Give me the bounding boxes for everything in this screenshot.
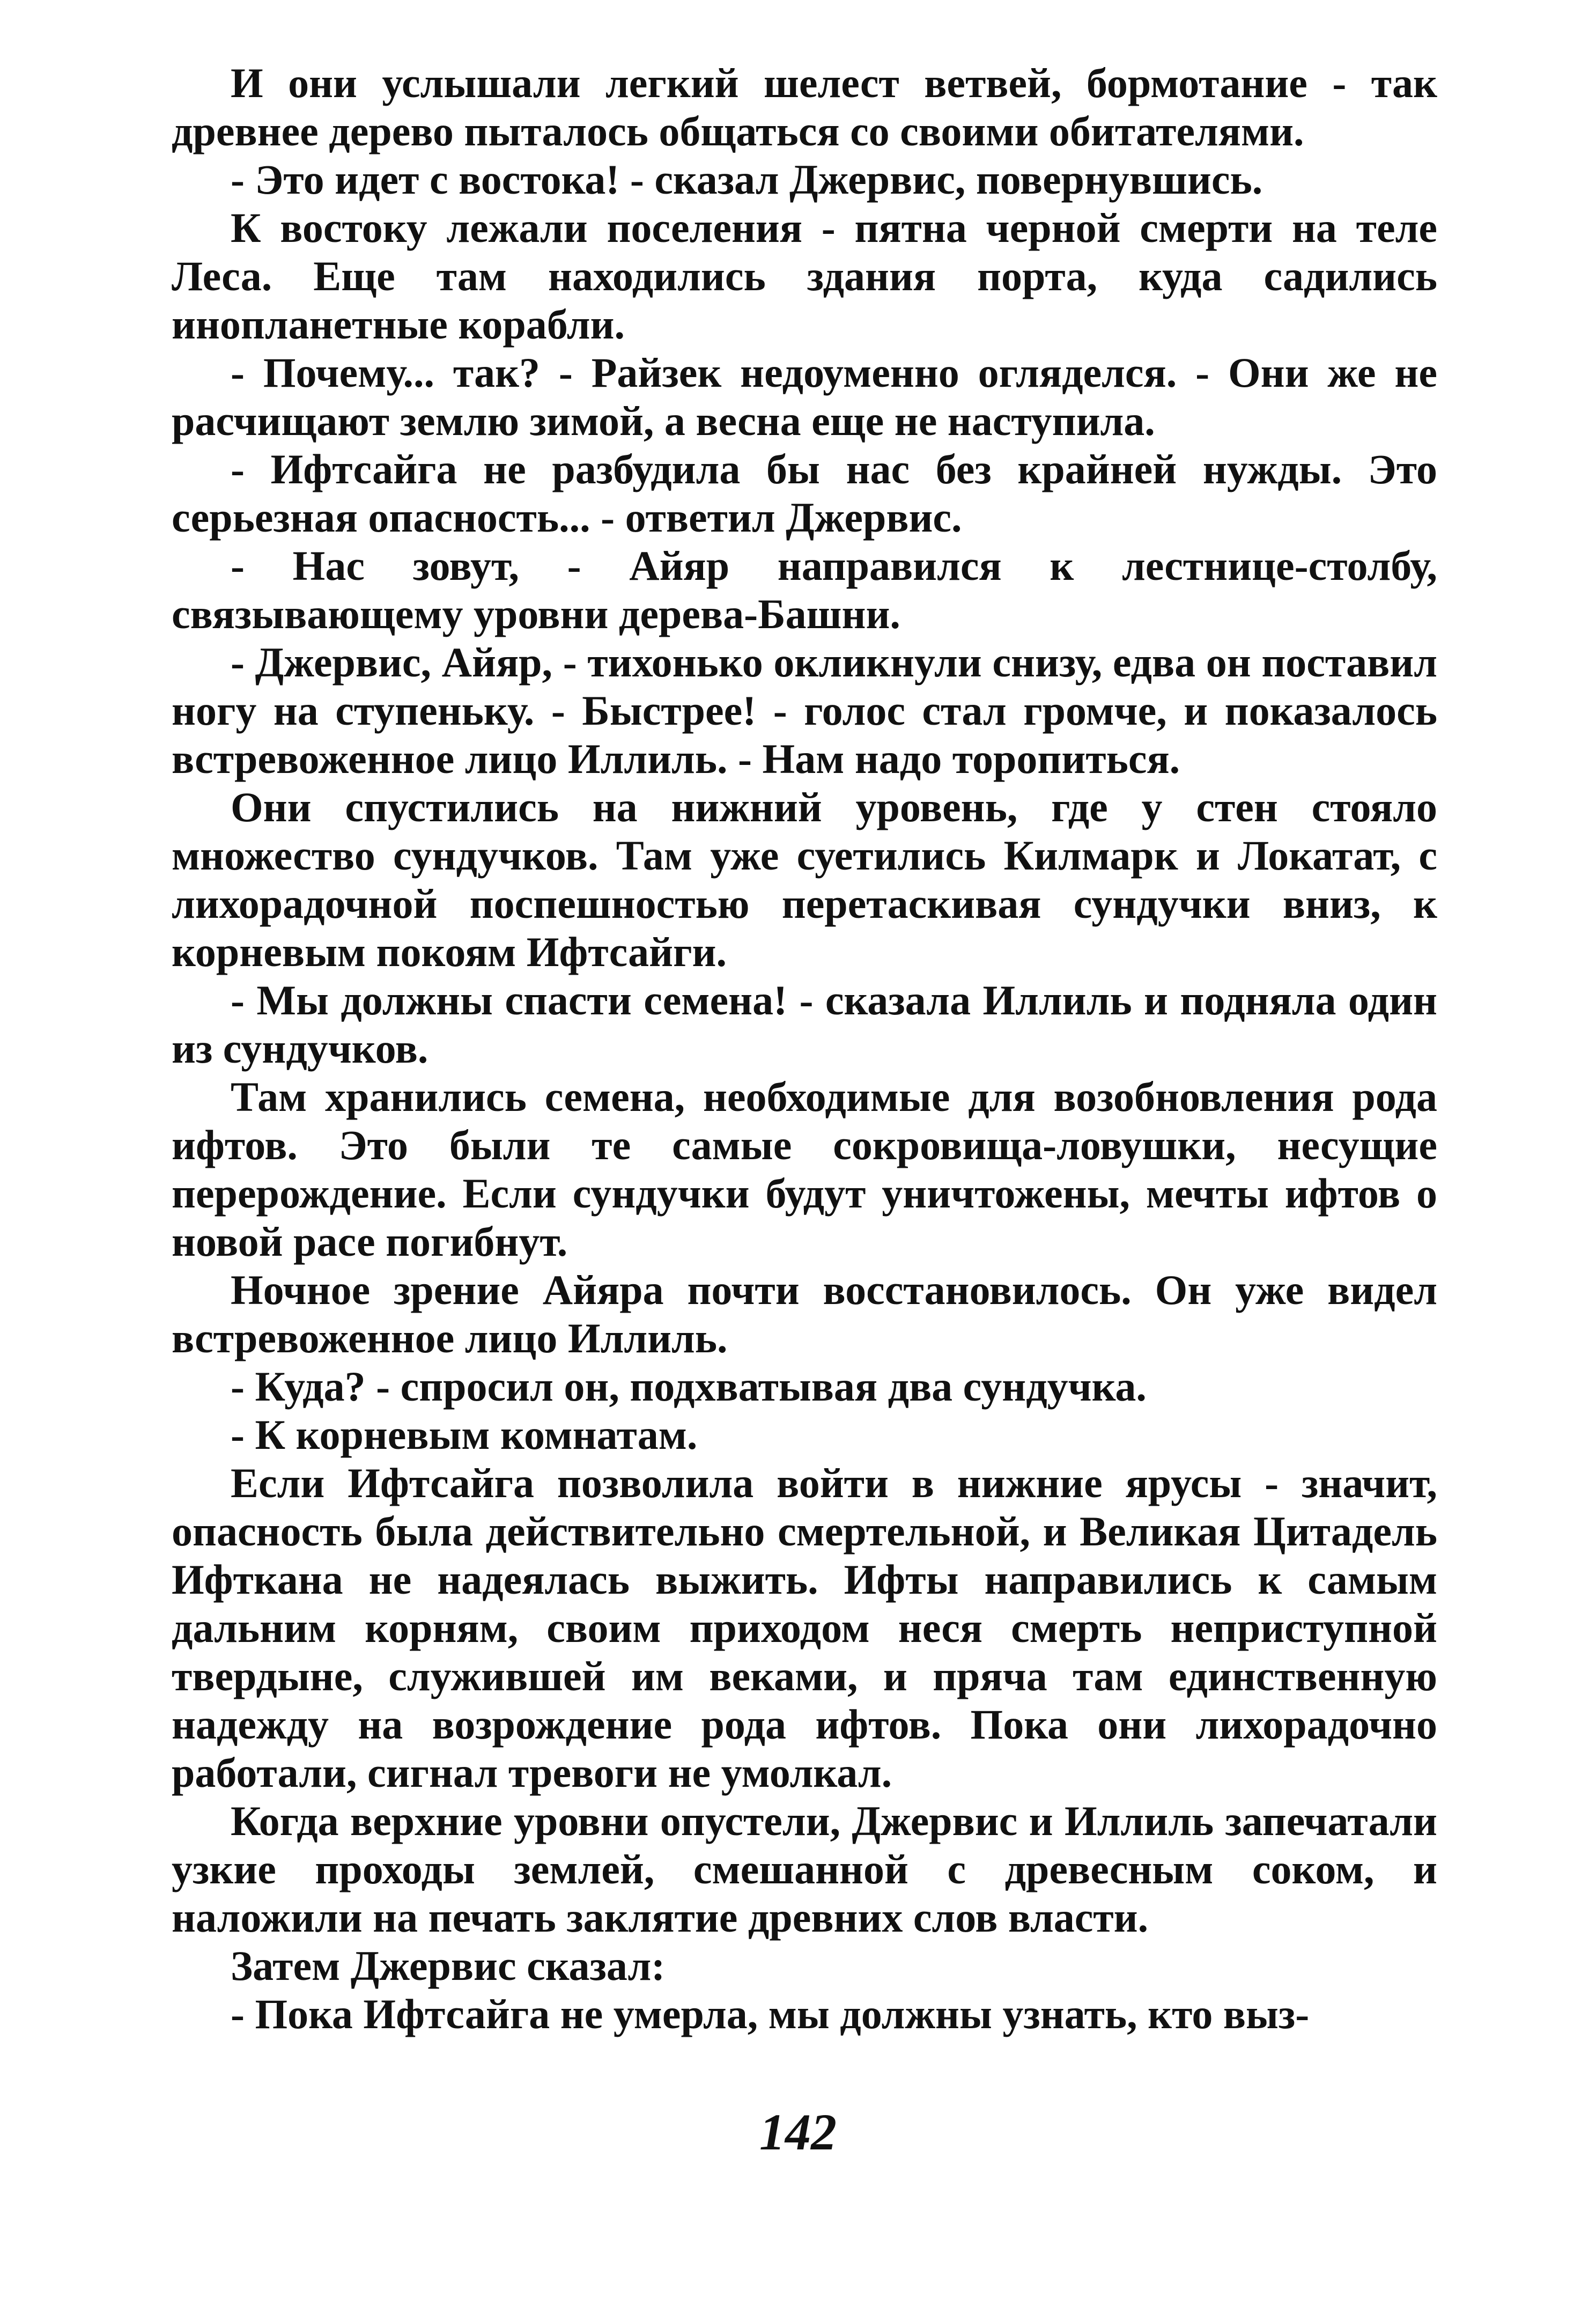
paragraph: Они спустились на нижний уровень, где у стен стояло множество сундучков. Там уже суетились Килмарк и Локатат, с лихорадочной поспешностью перетаскивая сундучки вниз, к корневым покоям Ифтсайги. xyxy=(172,784,1437,975)
page-body-text xyxy=(172,59,1437,2038)
paragraph: К востоку лежали поселения - пятна черной смерти на теле Леса. Еще там находились здания порта, куда садились инопланетные корабли. xyxy=(172,204,1437,348)
paragraph: Там хранились семена, необходимые для возобновления рода ифтов. Это были те самые сокровища-ловушки, несущие перерождение. Если сундучки будут уничтожены, мечты ифтов о новой расе погибнут. xyxy=(172,1073,1437,1265)
paragraph: Если Ифтсайга позволила войти в нижние ярусы - значит, опасность была действительно смертельной, и Великая Цитадель Ифткана не надеялась выжить. Ифты направились к самым дальним корням, своим приходом неся смерть неприступной твердыне, служившей им веками, и пряча там единственную надежду на возрождение рода ифтов. Пока они лихорадочно работали, сигнал тревоги не умолкал. xyxy=(172,1460,1437,1796)
paragraph: Ночное зрение Айяра почти восстановилось. Он уже видел встревоженное лицо Иллиль. xyxy=(172,1266,1437,1361)
paragraph: - Куда? - спросил он, подхватывая два сундучка. xyxy=(231,1363,1147,1410)
paragraph: - Это идет с востока! - сказал Джервис, повернувшись. xyxy=(231,156,1263,203)
paragraph: - Почему... так? - Райзек недоуменно огляделся. - Они же не расчищают землю зимой, а весна еще не наступила. xyxy=(172,349,1437,444)
paragraph: - Пока Ифтсайга не умерла, мы должны узнать, кто выз- xyxy=(231,1991,1310,2037)
paragraph: Когда верхние уровни опустели, Джервис и Иллиль запечатали узкие проходы землей, смешанной с древесным соком, и наложили на печать заклятие древних слов власти. xyxy=(172,1798,1437,1941)
paragraph: - К корневым комнатам. xyxy=(231,1411,698,1458)
paragraph: - Джервис, Айяр, - тихонько окликнули снизу, едва он поставил ногу на ступеньку. - Быстрее! - голос стал громче, и показалось встревоженное лицо Иллиль. - Нам надо торопиться. xyxy=(172,639,1437,782)
page-number: 142 xyxy=(759,2103,837,2161)
paragraph: - Ифтсайга не разбудила бы нас без крайней нужды. Это серьезная опасность... - ответил Джервис. xyxy=(172,446,1437,541)
paragraph: И они услышали легкий шелест ветвей, бормотание - так древнее дерево пыталось общаться со своими обитателями. xyxy=(172,60,1437,154)
paragraph: - Мы должны спасти семена! - сказала Иллиль и подняла один из сундучков. xyxy=(172,977,1437,1072)
paragraph: Затем Джервис сказал: xyxy=(231,1942,666,1989)
paragraph: - Нас зовут, - Айяр направился к лестнице-столбу, связывающему уровни дерева-Башни. xyxy=(172,542,1437,637)
